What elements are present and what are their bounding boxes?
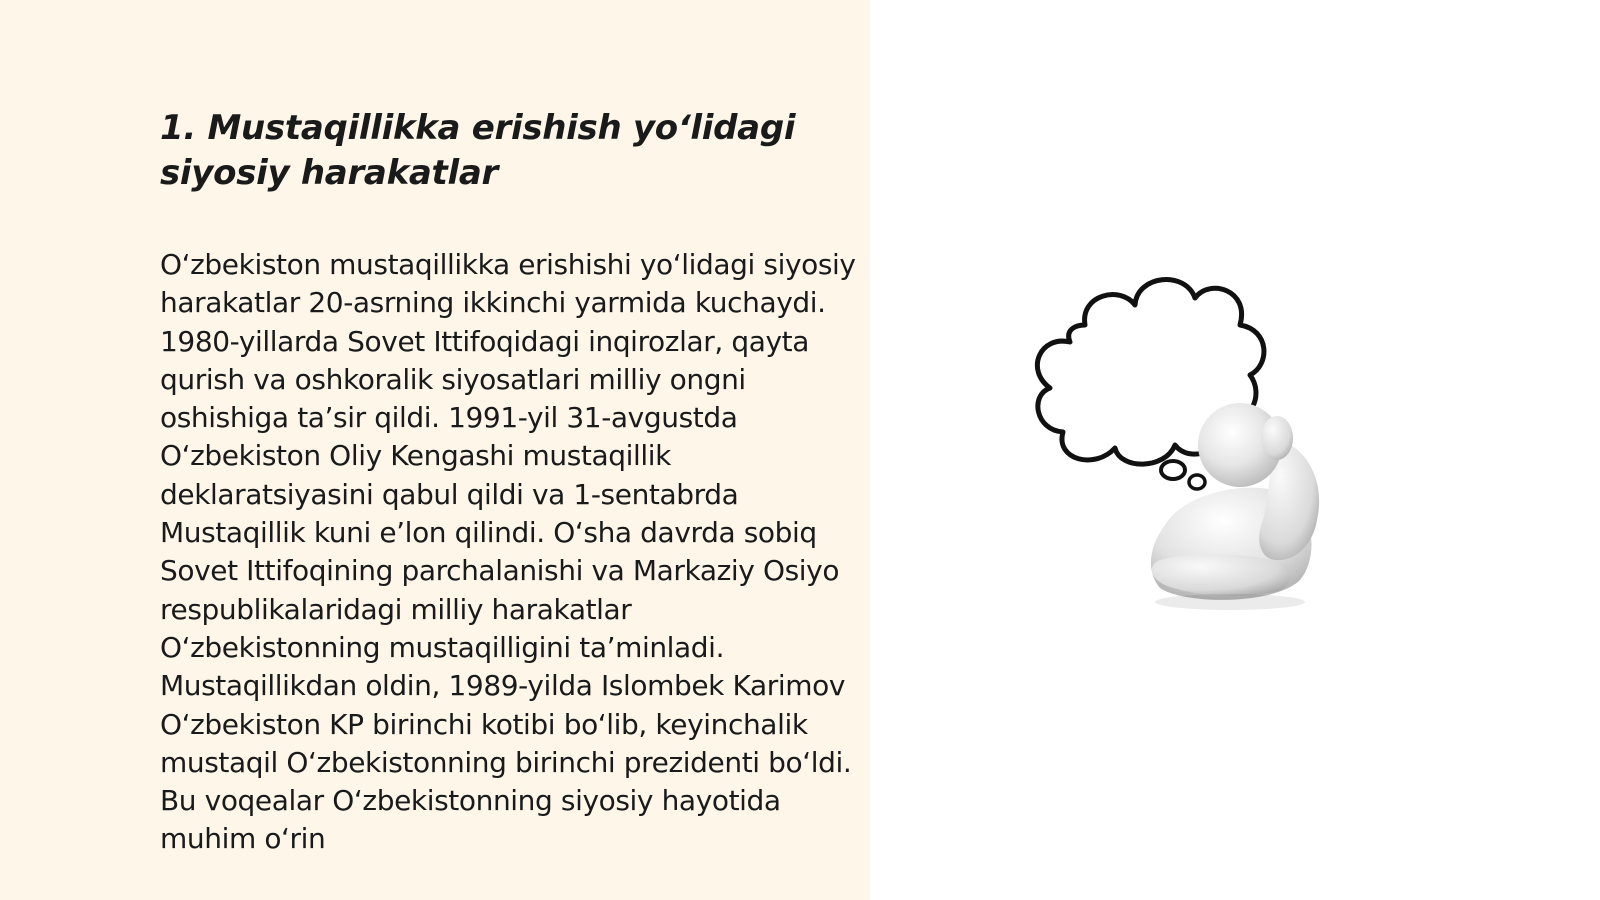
- thinking-person-with-thought-bubble-icon: [1025, 270, 1355, 620]
- slide-body-text: O‘zbekiston mustaqillikka erishishi yo‘lidagi siyosiy harakatlar 20-asrning ikkinchi yarmida kuchaydi. 1980-yillarda Sovet Ittifoqidagi inqirozlar, qayta qurish va oshkoralik siyosatlari milliy ongni oshishiga ta’sir qildi. 1991-yil 31-avgustda O‘zbekiston Oliy Kengashi mustaqillik deklaratsiyasini qabul qildi va 1-sentabrda Mustaqillik kuni e’lon qilindi. O‘sha davrda sobiq Sovet Ittifoqining parchalanishi va Markaziy Osiyo respublikalaridagi milliy harakatlar O‘zbekistonning mustaqilligini ta’minladi. Mustaqillikdan oldin, 1989-yilda Islombek Karimov O‘zbekiston KP birinchi kotibi bo‘lib, keyinchalik mustaqil O‘zbekistonning birinchi prezidenti bo‘ldi. Bu voqealar O‘zbekistonning siyosiy hayotida muhim o‘rin: [160, 248, 856, 856]
- slide-title: 1. Mustaqillikka erishish yo‘lidagi siyosiy harakatlar: [160, 108, 796, 193]
